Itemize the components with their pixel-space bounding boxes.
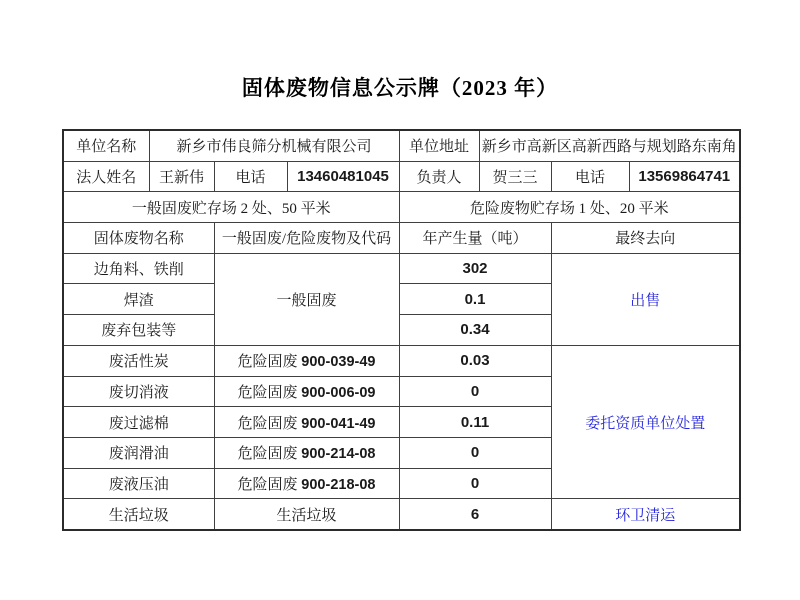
storage-row <box>63 192 740 223</box>
hazardous-storage-cell: 危险废物贮存场 1 处、20 平米 <box>399 192 740 223</box>
waste-name-cell: 废弃包装等 <box>63 315 214 346</box>
waste-category-label: 危险固废 <box>237 354 298 371</box>
phone1-label-cell: 电话 <box>214 161 287 192</box>
header-category-code-cell: 一般固废/危险废物及代码 <box>214 223 399 254</box>
waste-row <box>63 345 740 376</box>
page-title: 固体废物信息公示牌（2023 年） <box>241 76 559 100</box>
waste-category-cell: 生活垃圾 <box>214 499 399 530</box>
destination-hazardous-cell: 委托资质单位处置 <box>551 345 740 498</box>
waste-category-label: 危险固废 <box>237 415 298 432</box>
legal-person-value-cell: 王新伟 <box>149 161 214 192</box>
waste-category-cell <box>214 345 399 376</box>
header-destination-cell: 最终去向 <box>551 223 740 254</box>
waste-category-cell <box>214 376 399 407</box>
responsible-value-cell: 贺三三 <box>479 161 551 192</box>
waste-name-cell: 废活性炭 <box>63 345 214 376</box>
destination-general-cell: 出售 <box>551 253 740 345</box>
waste-amount-cell: 0.11 <box>399 407 551 438</box>
waste-category-label: 危险固废 <box>237 446 298 463</box>
waste-name-cell: 废过滤棉 <box>63 407 214 438</box>
waste-code: 900-214-08 <box>301 446 376 463</box>
waste-row <box>63 499 740 530</box>
waste-name-cell: 焊渣 <box>63 284 214 315</box>
waste-amount-cell: 0 <box>399 437 551 468</box>
responsible-label-cell: 负责人 <box>399 161 479 192</box>
waste-code: 900-218-08 <box>301 476 376 493</box>
waste-category-label: 危险固废 <box>237 476 298 493</box>
waste-amount-cell: 0 <box>399 468 551 499</box>
unit-address-label-cell: 单位地址 <box>399 130 479 161</box>
unit-address-value-cell: 新乡市高新区高新西路与规划路东南角 <box>479 130 740 161</box>
phone1-value-cell: 13460481045 <box>287 161 399 192</box>
legal-person-row <box>63 161 740 192</box>
solid-waste-info-table <box>62 129 741 531</box>
waste-amount-cell: 0.1 <box>399 284 551 315</box>
waste-row <box>63 253 740 284</box>
unit-name-row <box>63 130 740 161</box>
waste-name-cell: 废切消液 <box>63 376 214 407</box>
header-annual-amount-cell: 年产生量（吨） <box>399 223 551 254</box>
waste-category-cell <box>214 407 399 438</box>
waste-code: 900-039-49 <box>301 354 376 371</box>
waste-amount-cell: 6 <box>399 499 551 530</box>
waste-category-label: 危险固废 <box>237 384 298 401</box>
destination-domestic-cell: 环卫清运 <box>551 499 740 530</box>
waste-name-cell: 边角料、铁削 <box>63 253 214 284</box>
waste-code: 900-041-49 <box>301 415 376 432</box>
header-waste-name-cell: 固体废物名称 <box>63 223 214 254</box>
legal-person-label-cell: 法人姓名 <box>63 161 149 192</box>
waste-name-cell: 生活垃圾 <box>63 499 214 530</box>
general-storage-cell: 一般固废贮存场 2 处、50 平米 <box>63 192 399 223</box>
waste-amount-cell: 0.03 <box>399 345 551 376</box>
waste-amount-cell: 302 <box>399 253 551 284</box>
unit-name-label-cell: 单位名称 <box>63 130 149 161</box>
waste-amount-cell: 0.34 <box>399 315 551 346</box>
waste-amount-cell: 0 <box>399 376 551 407</box>
waste-category-cell <box>214 468 399 499</box>
waste-category-cell: 一般固废 <box>214 253 399 345</box>
waste-category-cell <box>214 437 399 468</box>
unit-name-value-cell: 新乡市伟良筛分机械有限公司 <box>149 130 399 161</box>
waste-name-cell: 废液压油 <box>63 468 214 499</box>
waste-code: 900-006-09 <box>301 384 376 401</box>
waste-name-cell: 废润滑油 <box>63 437 214 468</box>
phone2-value-cell: 13569864741 <box>629 161 740 192</box>
waste-header-row <box>63 223 740 254</box>
phone2-label-cell: 电话 <box>551 161 629 192</box>
